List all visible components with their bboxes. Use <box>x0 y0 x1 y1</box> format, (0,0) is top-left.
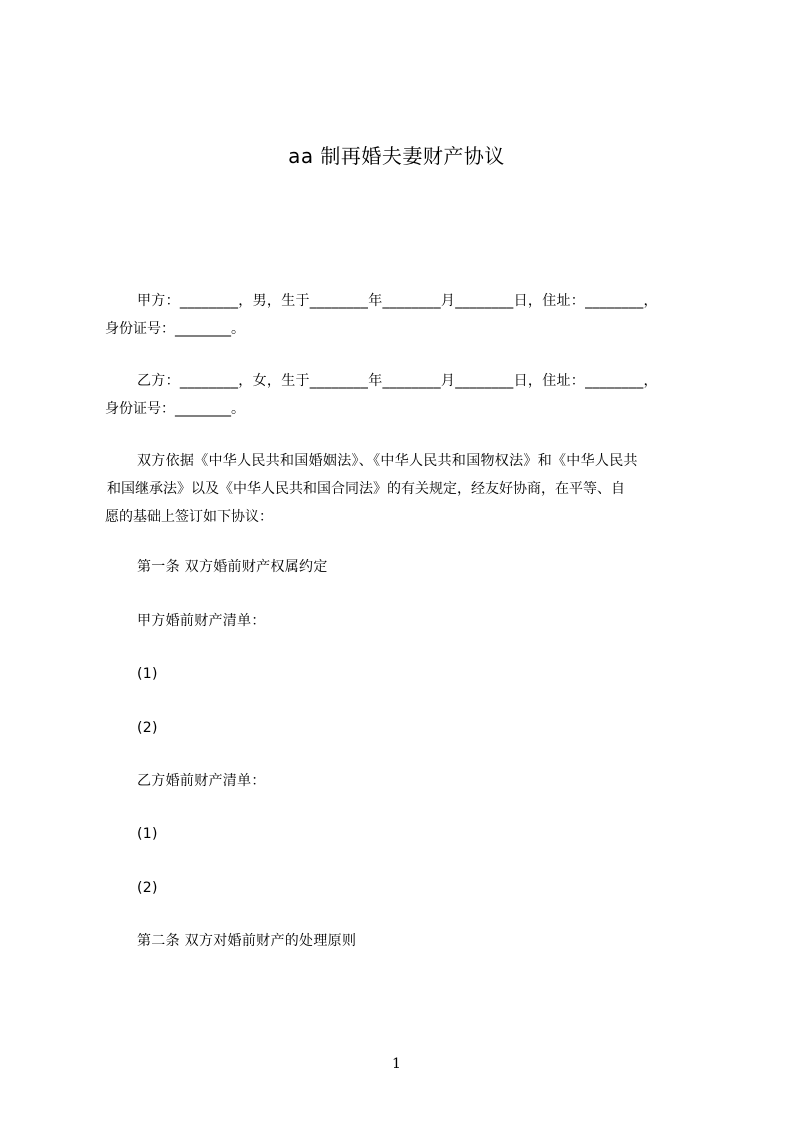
party-b-line-1: 乙方：________，女，生于________年________月________日，住址：________， <box>137 373 658 389</box>
document-title: aa 制再婚夫妻财产协议 <box>288 144 505 168</box>
party-b-list-heading: 乙方婚前财产清单： <box>137 773 266 789</box>
party-a-item-1: (1) <box>137 666 158 682</box>
party-a-line-1: 甲方：________，男，生于________年________月________日，住址：________， <box>137 293 658 309</box>
party-b-item-1: (1) <box>137 826 158 842</box>
article-2-heading: 第二条 双方对婚前财产的处理原则 <box>137 933 357 949</box>
preamble-line-3: 愿的基础上签订如下协议： <box>105 509 273 525</box>
party-a-line-2: 身份证号：________。 <box>105 321 245 337</box>
party-b-line-2: 身份证号：________。 <box>105 401 245 417</box>
preamble-line-1: 双方依据《中华人民共和国婚姻法》、《中华人民共和国物权法》和《中华人民共 <box>137 453 638 469</box>
article-1-heading: 第一条 双方婚前财产权属约定 <box>137 559 328 575</box>
page-number: 1 <box>392 1056 401 1072</box>
party-a-item-2: (2) <box>137 720 158 736</box>
party-b-item-2: (2) <box>137 880 158 896</box>
party-a-list-heading: 甲方婚前财产清单： <box>137 613 266 629</box>
preamble-line-2: 和国继承法》以及《中华人民共和国合同法》的有关规定，经友好协商，在平等、自 <box>107 481 625 497</box>
